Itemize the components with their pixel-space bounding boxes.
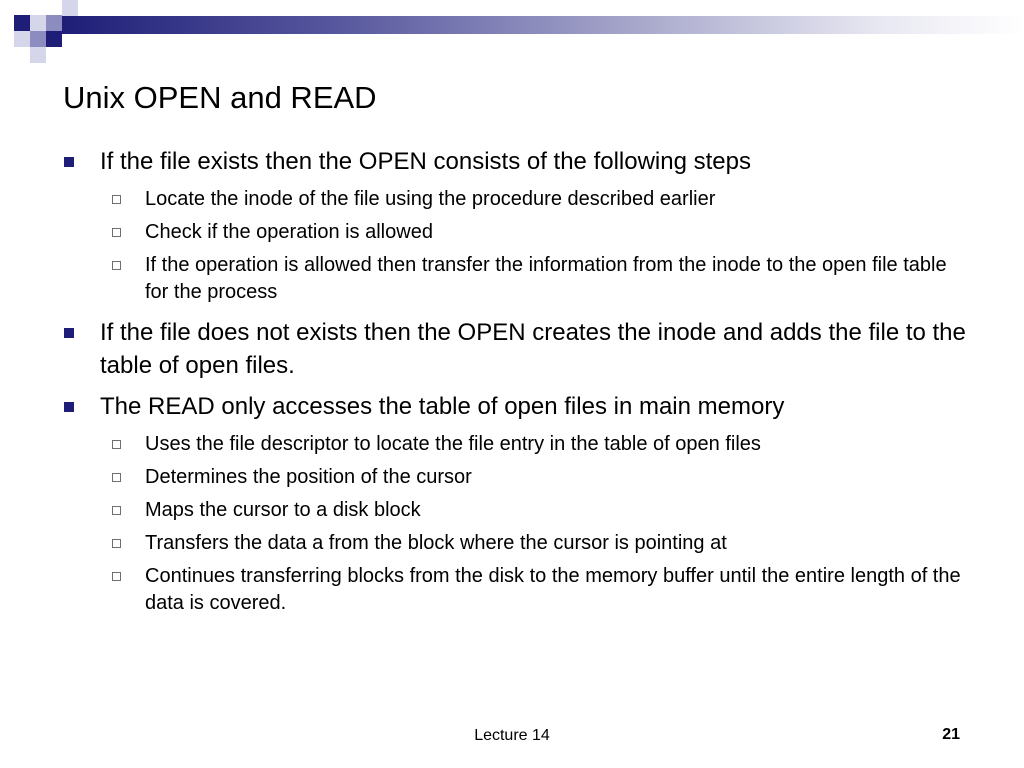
hollow-square-bullet-icon — [112, 473, 121, 482]
hollow-square-bullet-icon — [112, 261, 121, 270]
bullet-text: The READ only accesses the table of open files in main memory — [100, 393, 785, 420]
hollow-square-bullet-icon — [112, 228, 121, 237]
header-square — [30, 31, 46, 47]
hollow-square-bullet-icon — [112, 572, 121, 581]
sub-bullet-text: Maps the cursor to a disk block — [145, 499, 421, 521]
header-square — [30, 15, 46, 31]
sub-bullet-item — [62, 464, 972, 491]
page-number: 21 — [942, 726, 960, 743]
hollow-square-bullet-icon — [112, 195, 121, 204]
sub-bullet-text: Locate the inode of the file using the procedure described earlier — [145, 188, 716, 210]
bullet-item — [62, 316, 972, 382]
sub-bullet-item — [62, 563, 972, 617]
header-decoration — [0, 0, 1024, 64]
bullet-text: If the file exists then the OPEN consists of the following steps — [100, 148, 751, 175]
sub-bullet-item — [62, 252, 972, 306]
square-bullet-icon — [64, 328, 74, 338]
footer-lecture: Lecture 14 — [474, 727, 550, 744]
bullet-text: If the file does not exists then the OPEN creates the inode and adds the file to the table of open files. — [100, 319, 966, 379]
header-square — [46, 31, 62, 47]
hollow-square-bullet-icon — [112, 539, 121, 548]
header-square — [62, 0, 78, 16]
hollow-square-bullet-icon — [112, 506, 121, 515]
bullet-item — [62, 145, 972, 178]
sub-bullet-text: Uses the file descriptor to locate the file entry in the table of open files — [145, 433, 761, 455]
hollow-square-bullet-icon — [112, 440, 121, 449]
sub-bullet-item — [62, 497, 972, 524]
sub-bullet-text: Check if the operation is allowed — [145, 221, 433, 243]
sub-bullet-text: Determines the position of the cursor — [145, 466, 472, 488]
sub-bullet-item — [62, 219, 972, 246]
bullet-item — [62, 390, 972, 423]
square-bullet-icon — [64, 157, 74, 167]
header-square — [14, 31, 30, 47]
sub-bullet-text: If the operation is allowed then transfer the information from the inode to the open file table for the process — [145, 254, 947, 303]
slide-content — [62, 145, 972, 623]
square-bullet-icon — [64, 402, 74, 412]
sub-bullet-item — [62, 186, 972, 213]
sub-bullet-text: Transfers the data a from the block where the cursor is pointing at — [145, 532, 727, 554]
sub-bullet-item — [62, 530, 972, 557]
slide-title: Unix OPEN and READ — [63, 80, 377, 115]
header-square — [30, 47, 46, 63]
sub-bullet-text: Continues transferring blocks from the disk to the memory buffer until the entire length of the data is covered. — [145, 565, 961, 614]
header-square — [14, 15, 30, 31]
header-square — [46, 15, 62, 31]
sub-bullet-item — [62, 431, 972, 458]
header-gradient-band — [62, 16, 1024, 34]
